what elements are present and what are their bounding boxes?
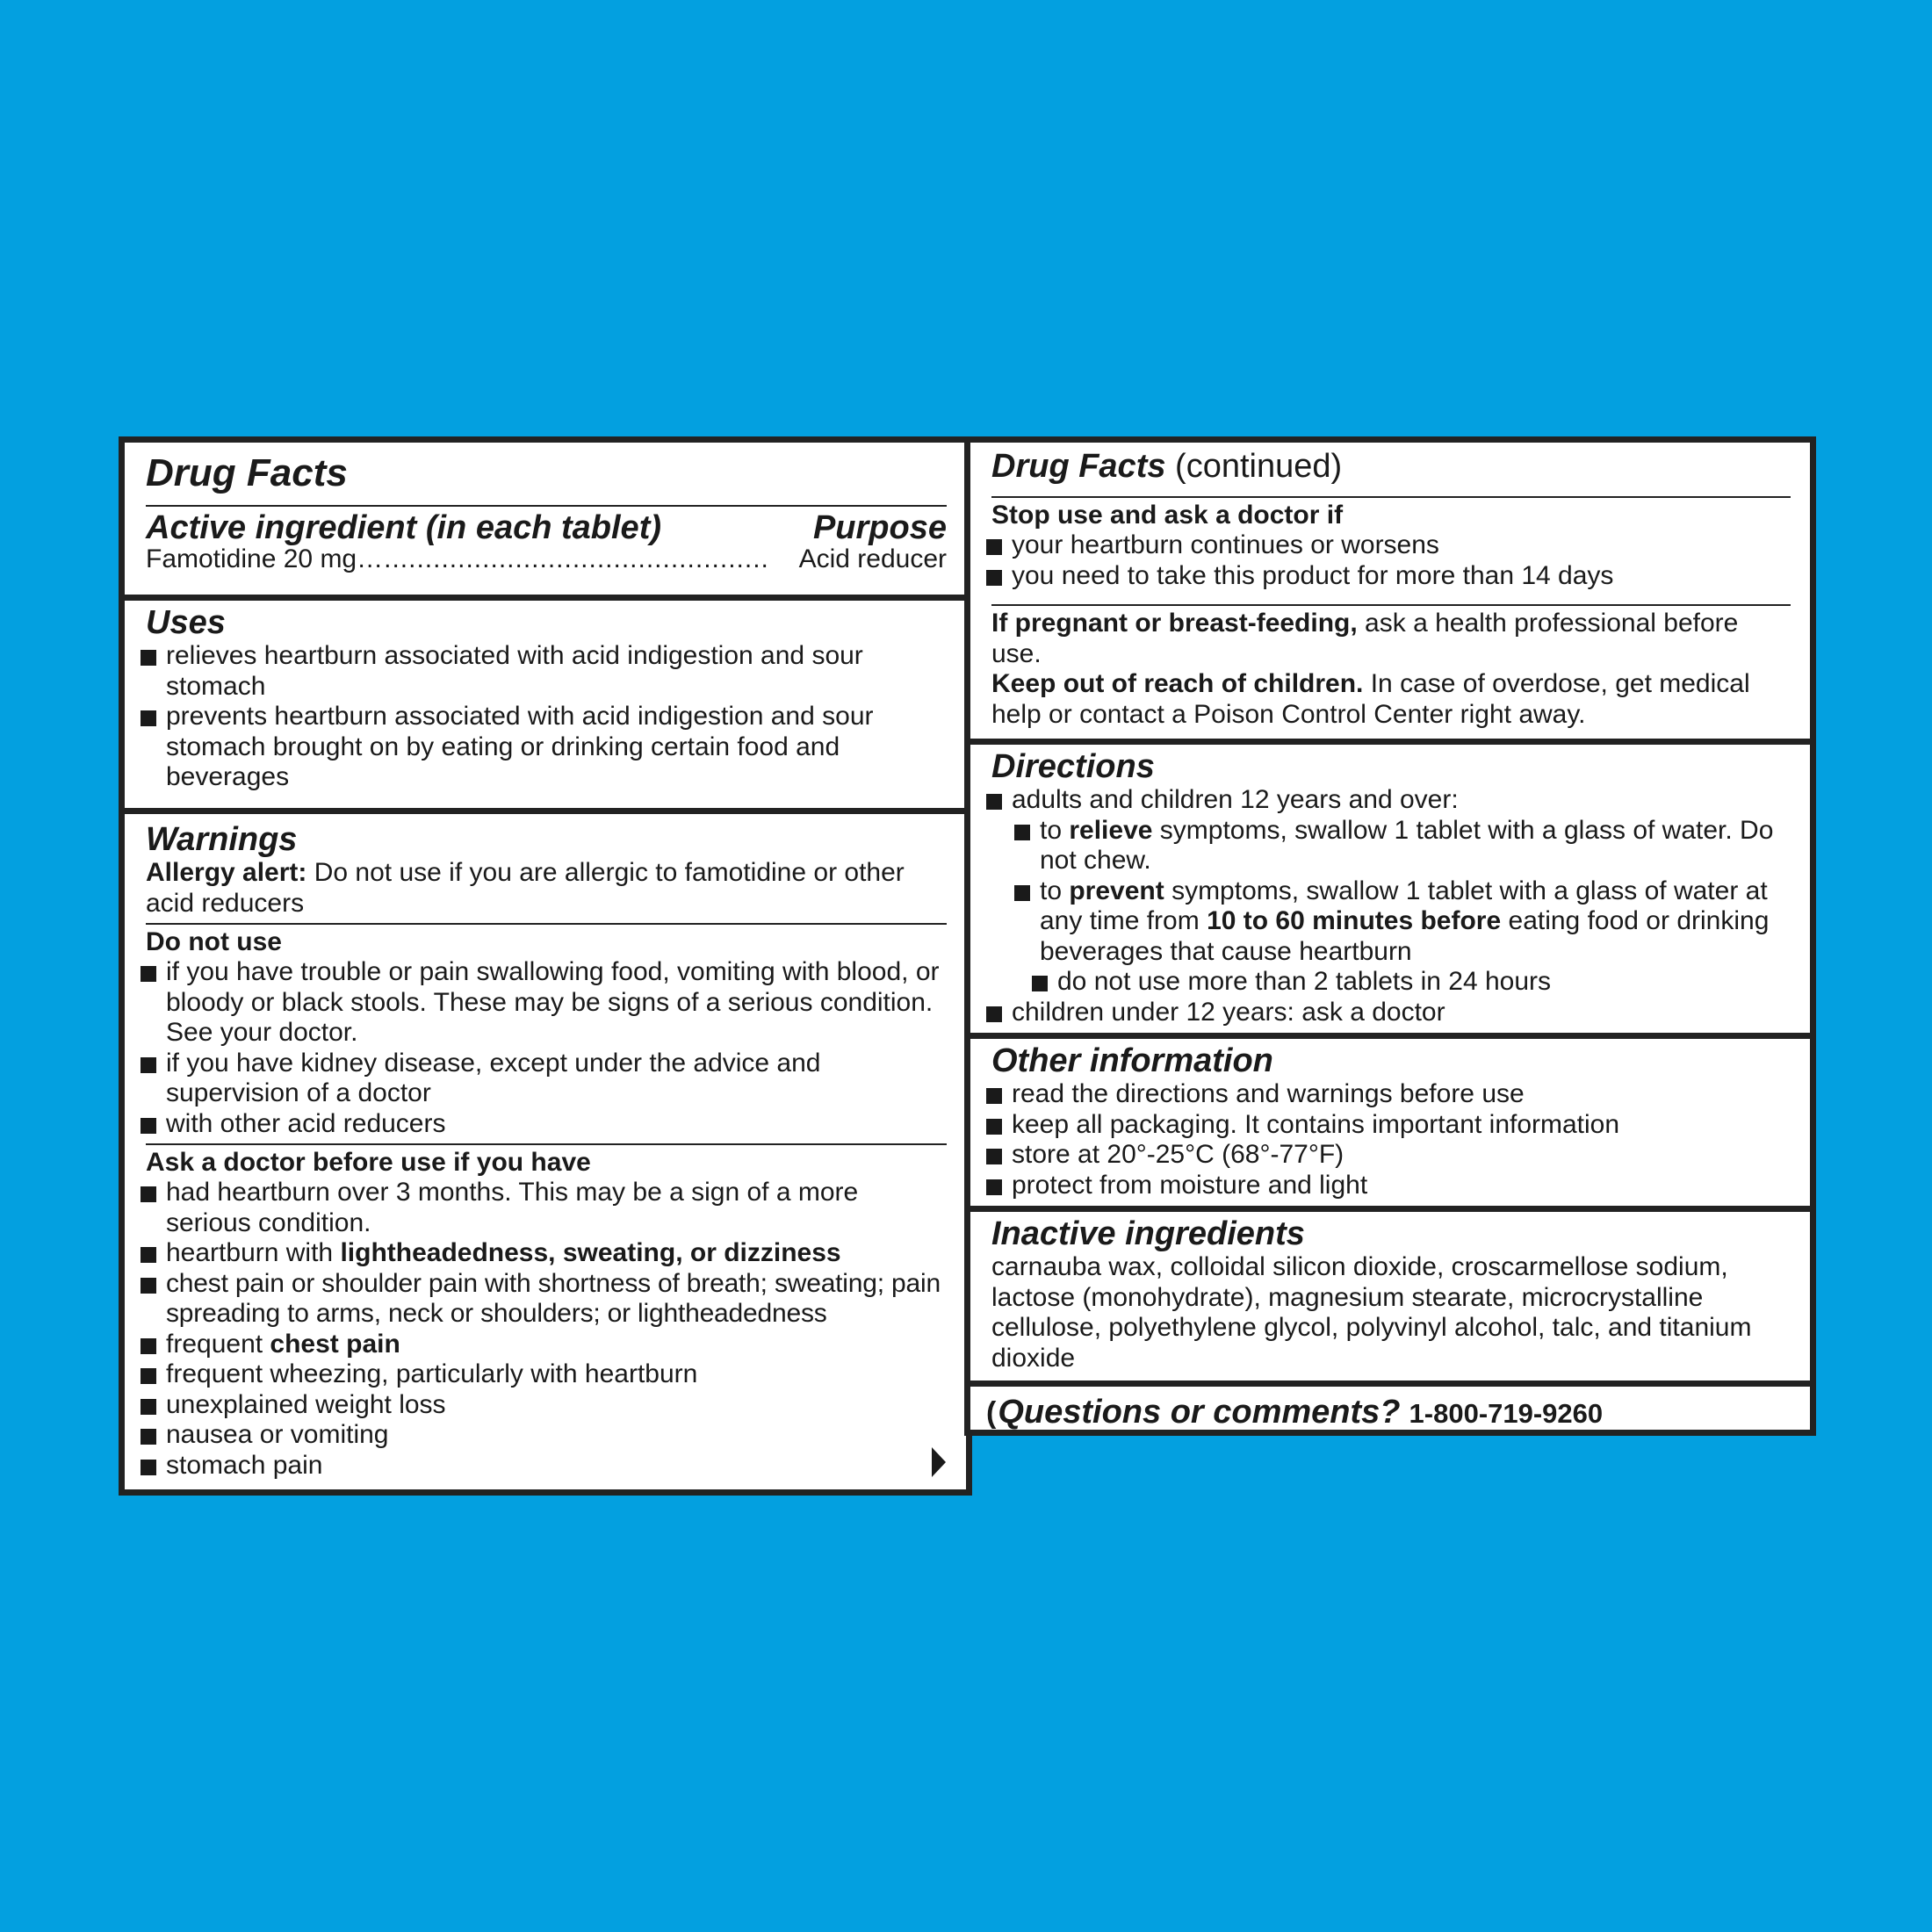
directions-item: adults and children 12 years and over: <box>986 785 1791 816</box>
ask-doctor-heading: Ask a doctor before use if you have <box>146 1148 591 1177</box>
directions-subitem: do not use more than 2 tablets in 24 hours <box>1032 967 1791 998</box>
stop-use-item: your heartburn continues or worsens <box>986 530 1791 561</box>
uses-section <box>125 595 966 808</box>
inactive-ingredients-section <box>970 1206 1810 1381</box>
phone-icon: ( <box>986 1396 997 1430</box>
ask-item-bold: lightheadedness, sweating, or dizziness <box>340 1238 841 1267</box>
active-ingredient-heading: Active ingredient (in each tablet) <box>146 509 661 546</box>
directions-item: children under 12 years: ask a doctor <box>986 998 1791 1028</box>
other-information-heading: Other information <box>991 1042 1273 1079</box>
stop-use-section <box>970 443 1810 739</box>
drug-facts-panel-left <box>119 436 972 1496</box>
drug-facts-title: Drug Facts <box>146 451 348 494</box>
directions-subitem <box>1014 816 1791 876</box>
directions-text: eating food or drinking beverages that cause heartburn <box>1040 906 1770 966</box>
purpose-heading: Purpose <box>812 509 947 546</box>
ask-doctor-item: nausea or vomiting <box>141 1420 947 1451</box>
warnings-section <box>125 808 966 1489</box>
pregnancy-text: ask a health professional before use. <box>991 609 1739 668</box>
ask-item-bold: chest pain <box>270 1329 400 1359</box>
inactive-ingredients-text: carnauba wax, colloidal silicon dioxide, croscarmellose sodium, lactose (monohydrate), magnesium stearate, microcrystalline cellulose, polyethylene glycol, polyvinyl alcohol, talc, and titanium dioxide <box>991 1252 1752 1373</box>
continued-arrow-icon <box>932 1447 946 1477</box>
uses-heading: Uses <box>146 604 226 641</box>
do-not-use-item: with other acid reducers <box>141 1109 947 1140</box>
directions-text: to <box>1040 815 1070 845</box>
do-not-use-item: if you have trouble or pain swallowing food, vomiting with blood, or bloody or black stools. These may be signs of a serious condition. See your doctor. <box>141 957 947 1049</box>
allergy-alert-text: Do not use if you are allergic to famotidine or other acid reducers <box>146 858 905 918</box>
ask-doctor-item <box>141 1238 947 1269</box>
ask-doctor-item: stomach pain <box>141 1451 947 1481</box>
inactive-ingredients-heading: Inactive ingredients <box>991 1215 1305 1252</box>
directions-bold: 10 to 60 minutes before <box>1207 906 1502 935</box>
directions-heading: Directions <box>991 748 1155 785</box>
uses-item: relieves heartburn associated with acid indigestion and sour stomach <box>141 641 947 702</box>
ask-doctor-item <box>141 1330 947 1360</box>
do-not-use-heading: Do not use <box>146 927 282 956</box>
stop-use-heading: Stop use and ask a doctor if <box>991 501 1344 530</box>
allergy-alert-label: Allergy alert: <box>146 858 307 887</box>
other-information-item: read the directions and warnings before use <box>986 1079 1791 1110</box>
drug-facts-continued-title <box>991 448 1791 485</box>
ask-doctor-item: chest pain or shoulder pain with shortness of breath; sweating; pain spreading to arms, neck or shoulders; or lightheadedness <box>141 1269 947 1330</box>
ask-doctor-item: unexplained weight loss <box>141 1390 947 1421</box>
leader-dots: …............................................... <box>357 544 769 573</box>
warnings-heading: Warnings <box>146 821 298 858</box>
ingredient-name: Famotidine 20 mg <box>146 544 357 573</box>
directions-section <box>970 739 1810 1033</box>
pregnancy-warning <box>991 609 1784 669</box>
directions-text: symptoms, swallow 1 tablet with a glass of water at any time from <box>1040 876 1768 935</box>
directions-text: to <box>1040 876 1070 905</box>
ask-item-text: frequent <box>166 1329 270 1359</box>
ask-doctor-item: frequent wheezing, particularly with heartburn <box>141 1359 947 1390</box>
drug-facts-title-right: Drug Facts <box>991 448 1166 485</box>
keep-out-text: In case of overdose, get medical help or contact a Poison Control Center right away. <box>991 669 1750 729</box>
ingredient-purpose: Acid reducer <box>798 544 947 573</box>
directions-subitem <box>1014 876 1791 968</box>
phone-number: 1-800-719-9260 <box>1409 1398 1604 1429</box>
ask-doctor-item: had heartburn over 3 months. This may be a sign of a more serious condition. <box>141 1178 947 1238</box>
questions-section <box>970 1381 1810 1430</box>
drug-facts-panel-right <box>964 436 1816 1436</box>
continued-label: (continued) <box>1165 448 1343 485</box>
directions-bold: relieve <box>1069 815 1153 845</box>
questions-label: Questions or comments? <box>998 1394 1401 1431</box>
active-ingredient-section <box>125 443 966 595</box>
other-information-item: protect from moisture and light <box>986 1171 1791 1201</box>
uses-item: prevents heartburn associated with acid indigestion and sour stomach brought on by eating or drinking certain food and beverages <box>141 702 947 793</box>
keep-out-of-reach <box>991 669 1784 730</box>
do-not-use-item: if you have kidney disease, except under the advice and supervision of a doctor <box>141 1049 947 1109</box>
directions-bold: prevent <box>1069 876 1164 905</box>
keep-out-label: Keep out of reach of children. <box>991 669 1364 698</box>
ask-item-text: heartburn with <box>166 1238 341 1267</box>
other-information-item: store at 20°-25°C (68°-77°F) <box>986 1140 1791 1171</box>
other-information-section <box>970 1033 1810 1206</box>
other-information-item: keep all packaging. It contains important information <box>986 1110 1791 1141</box>
directions-text: symptoms, swallow 1 tablet with a glass of water. Do not chew. <box>1040 815 1774 875</box>
allergy-alert <box>146 858 947 919</box>
stop-use-item: you need to take this product for more than 14 days <box>986 561 1791 592</box>
pregnancy-label: If pregnant or breast-feeding, <box>991 609 1358 638</box>
